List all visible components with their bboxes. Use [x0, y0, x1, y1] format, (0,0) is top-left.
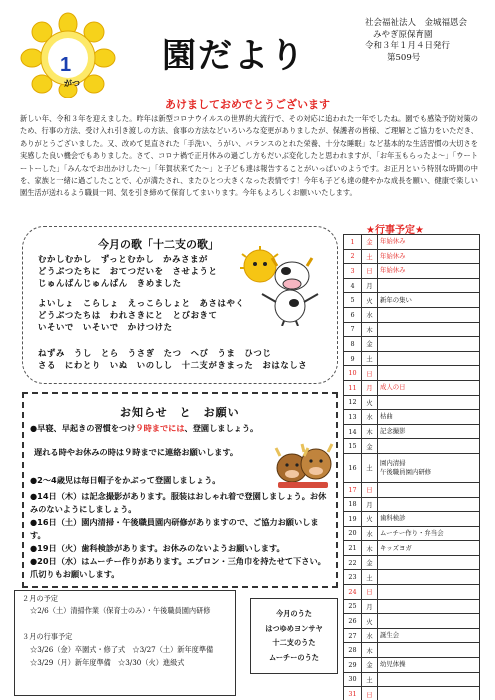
calendar-event	[378, 395, 480, 410]
calendar-weekday: 月	[362, 278, 378, 293]
schedule-item: ☆2/6（土）清掃作業（保育士のみ）・午後職員園内研修	[30, 606, 211, 615]
calendar-row	[344, 526, 480, 541]
notice-item: ●20日（水）はムーチー作りがあります。エプロン・三角巾を持たせて下さい。爪切りもお願いします。	[30, 556, 326, 579]
calendar-event	[378, 555, 480, 570]
calendar-row	[344, 322, 480, 337]
calendar-event: 歯科検診	[378, 512, 480, 527]
calendar-day: 4	[344, 278, 362, 293]
calendar-weekday: 日	[362, 687, 378, 700]
calendar-day: 11	[344, 380, 362, 395]
newsletter-title: 園だより	[162, 36, 306, 76]
monthly-song-item: ムーチーのうた	[269, 652, 319, 662]
calendar-weekday: 水	[362, 307, 378, 322]
calendar-event	[378, 585, 480, 600]
calendar-weekday: 水	[362, 410, 378, 425]
notice-item: ●16日（土）園内清掃・午後職員園内研修がありますので、ご協力お願いします。	[30, 517, 319, 540]
notice-item: ●14日（木）は記念撮影があります。服装はおしゃれ着で登園しましょう。お休みのないようにしましょう。	[30, 491, 327, 514]
calendar-day: 7	[344, 322, 362, 337]
monthly-song-item: はつゆめヨンサヤ	[265, 623, 323, 633]
monthly-songs-box	[250, 598, 338, 674]
calendar-row	[344, 453, 480, 482]
calendar-row	[344, 337, 480, 352]
calendar-row	[344, 264, 480, 279]
calendar-day: 16	[344, 453, 362, 482]
calendar-row	[344, 512, 480, 527]
calendar-weekday: 土	[362, 672, 378, 687]
calendar-row	[344, 541, 480, 556]
ox-family-icon	[272, 434, 334, 490]
calendar-event: 誕生会	[378, 628, 480, 643]
calendar-event: 枯曲	[378, 410, 480, 425]
calendar-row	[344, 380, 480, 395]
calendar-weekday: 月	[362, 599, 378, 614]
calendar-event	[378, 672, 480, 687]
calendar-event: 年始休み	[378, 249, 480, 264]
calendar-weekday: 火	[362, 395, 378, 410]
calendar-day: 17	[344, 482, 362, 497]
event-calendar	[343, 234, 480, 700]
calendar-day: 6	[344, 307, 362, 322]
calendar-day: 21	[344, 541, 362, 556]
calendar-weekday: 金	[362, 555, 378, 570]
calendar-day: 22	[344, 555, 362, 570]
calendar-event	[378, 614, 480, 629]
calendar-weekday: 日	[362, 585, 378, 600]
calendar-weekday: 火	[362, 293, 378, 308]
month-number: 1	[60, 54, 72, 76]
calendar-row	[344, 424, 480, 439]
calendar-row	[344, 658, 480, 673]
calendar-row	[344, 278, 480, 293]
calendar-weekday: 金	[362, 337, 378, 352]
calendar-day: 9	[344, 351, 362, 366]
calendar-event	[378, 278, 480, 293]
notice-text: 、登園しましょう。	[184, 423, 259, 433]
calendar-weekday: 水	[362, 526, 378, 541]
calendar-day: 31	[344, 687, 362, 700]
cow-illustration	[232, 246, 327, 326]
calendar-day: 29	[344, 658, 362, 673]
ox-illustration	[272, 434, 334, 490]
issuer-info	[365, 18, 485, 64]
calendar-event: 園内清掃 午後職員園内研修	[378, 453, 480, 482]
cow-with-sun-icon	[232, 246, 327, 326]
monthly-songs-heading: 今月のうた	[276, 609, 312, 618]
calendar-row	[344, 249, 480, 264]
calendar-row	[344, 672, 480, 687]
calendar-weekday: 日	[362, 482, 378, 497]
calendar-weekday: 土	[362, 351, 378, 366]
calendar-day: 20	[344, 526, 362, 541]
calendar-event: 新年の集い	[378, 293, 480, 308]
calendar-weekday: 日	[362, 366, 378, 381]
calendar-weekday: 金	[362, 235, 378, 250]
calendar-event	[378, 337, 480, 352]
calendar-day: 19	[344, 512, 362, 527]
calendar-day: 25	[344, 599, 362, 614]
calendar-day: 30	[344, 672, 362, 687]
calendar-event: 幼児体操	[378, 658, 480, 673]
notice-highlight: ９時までには	[135, 423, 185, 433]
monthly-song-item: 十二支のうた	[272, 638, 316, 647]
calendar-day: 28	[344, 643, 362, 658]
calendar-day: 27	[344, 628, 362, 643]
calendar-weekday: 金	[362, 658, 378, 673]
calendar-row	[344, 235, 480, 250]
issuer-line: 社会福祉法人 金城福恩会	[365, 18, 468, 28]
calendar-event: 記念撮影	[378, 424, 480, 439]
calendar-day: 26	[344, 614, 362, 629]
song-lyric-line: じゅんばんじゅんばん きめました	[38, 278, 182, 288]
calendar-event: 年始休み	[378, 235, 480, 250]
calendar-event	[378, 366, 480, 381]
song-lyric-line: いそいで いそいで かけつけた	[38, 322, 173, 332]
calendar-row	[344, 570, 480, 585]
calendar-day: 5	[344, 293, 362, 308]
schedule-heading: ２月の予定	[22, 594, 58, 603]
notice-item: ●19日（火）歯科検診があります。お休みのないようお願いします。	[30, 543, 285, 553]
calendar-row	[344, 307, 480, 322]
calendar-row	[344, 439, 480, 454]
schedule-heading: ３月の行事予定	[22, 632, 73, 641]
calendar-weekday: 火	[362, 614, 378, 629]
calendar-row	[344, 599, 480, 614]
calendar-day: 12	[344, 395, 362, 410]
calendar-event: ムーチー作り・弁当会	[378, 526, 480, 541]
song-lyric-line: ねずみ うし とら うさぎ たつ へび うま ひつじ	[38, 348, 272, 358]
calendar-row	[344, 366, 480, 381]
notice-item: ●2～4歳児は毎日帽子をかぶって登園しましょう。	[30, 475, 221, 485]
song-lyric-line: どうぶつたちに おてつだいを させようと	[38, 266, 218, 276]
calendar-day: 15	[344, 439, 362, 454]
calendar-day: 10	[344, 366, 362, 381]
calendar-weekday: 木	[362, 424, 378, 439]
calendar-weekday: 木	[362, 322, 378, 337]
song-lyric-line: どうぶつたちは われさきにと とびおきて	[38, 310, 218, 320]
new-year-greeting: あけましておめでとうございます	[165, 98, 330, 111]
issuer-line: 第509号	[387, 52, 421, 63]
calendar-event	[378, 322, 480, 337]
calendar-day: 3	[344, 264, 362, 279]
issuer-line: みやぎ原保育園	[373, 29, 433, 40]
calendar-event	[378, 497, 480, 512]
calendar-row	[344, 687, 480, 700]
calendar-weekday: 月	[362, 380, 378, 395]
calendar-event	[378, 687, 480, 700]
intro-paragraph: 新しい年、令和３年を迎えました。昨年は新型コロナウイルスの世界的大流行で、その対応に追われた一年でしたね。園でも感染予防対策のため、行事の方法、受け入れ引き渡しの方法、食事の方法などいろいろな変更がありましたが、保護者の皆様、ご理解とご協力をいただき、ありがとうございました。又、改めて見直された「手洗い、うがい、バランスのとれた栄養、十分な睡眠」など基本的な生活習慣の大切さを実感した良い機会でもありました。さて、コロナ禍で正月休みの過ごし方もだいぶ変化したと思われますが、「お年玉もらったよ～」「ウートートーした」「みんなでお出かけした～」「年賀状来てた～」と子ども達は報告することがいっぱいのようです。お正月という特別な時間の中を、家族と一緒に過ごしたことで、心が満たされ、またひとつ大きくなった表情です！今年も子ども達の健やかな成長を願い、健康で楽しい園生活が送れるよう職員一同、気を引き締めて保育してまいります。今年もよろしくお願いいたします。	[20, 114, 478, 198]
song-lyric-line: むかしむかし ずっとむかし かみさまが	[38, 254, 209, 264]
calendar-row	[344, 497, 480, 512]
calendar-weekday: 土	[362, 249, 378, 264]
calendar-row	[344, 555, 480, 570]
calendar-row	[344, 585, 480, 600]
calendar-weekday: 日	[362, 264, 378, 279]
notice-item: 遅れる時やお休みの時は９時までに連絡お願いします。	[34, 447, 239, 457]
calendar-day: 18	[344, 497, 362, 512]
song-title: 今月の歌「十二支の歌」	[98, 238, 219, 251]
notice-title: お知らせ と お願い	[120, 406, 240, 419]
calendar-row	[344, 628, 480, 643]
notice-text: ●早寝、早起きの習慣をつけ	[30, 423, 136, 433]
calendar-event: キッズヨガ	[378, 541, 480, 556]
schedule-item: ☆3/26（金）卒園式・修了式 ☆3/27（土）新年度準備	[30, 645, 214, 654]
calendar-row	[344, 614, 480, 629]
calendar-event	[378, 351, 480, 366]
calendar-weekday: 月	[362, 497, 378, 512]
calendar-event	[378, 439, 480, 454]
calendar-event: 年始休み	[378, 264, 480, 279]
calendar-row	[344, 643, 480, 658]
calendar-row	[344, 293, 480, 308]
calendar-day: 8	[344, 337, 362, 352]
calendar-weekday: 金	[362, 439, 378, 454]
calendar-weekday: 土	[362, 570, 378, 585]
calendar-event	[378, 482, 480, 497]
calendar-title: ★行事予定★	[366, 225, 424, 236]
calendar-day: 14	[344, 424, 362, 439]
calendar-weekday: 木	[362, 643, 378, 658]
calendar-day: 24	[344, 585, 362, 600]
calendar-row	[344, 410, 480, 425]
calendar-event	[378, 643, 480, 658]
calendar-weekday: 木	[362, 541, 378, 556]
month-sun-emblem	[10, 10, 120, 98]
calendar-day: 23	[344, 570, 362, 585]
calendar-day: 13	[344, 410, 362, 425]
calendar-event	[378, 599, 480, 614]
calendar-row	[344, 482, 480, 497]
calendar-day: 1	[344, 235, 362, 250]
issuer-line: 令和３年１月４日発行	[365, 41, 451, 51]
calendar-weekday: 火	[362, 512, 378, 527]
schedule-item: ☆3/29（月）新年度準備 ☆3/30（火）進級式	[30, 658, 185, 667]
calendar-row	[344, 395, 480, 410]
calendar-event	[378, 307, 480, 322]
calendar-event: 成人の日	[378, 380, 480, 395]
calendar-weekday: 土	[362, 453, 378, 482]
song-lyric-line: さる にわとり いぬ いのしし 十二支がきまった おはなしさ	[38, 360, 308, 370]
song-lyric-line: よいしょ こらしょ えっこらしょと あさはやく	[38, 298, 245, 308]
month-label: がつ	[64, 79, 80, 88]
calendar-weekday: 水	[362, 628, 378, 643]
calendar-row	[344, 351, 480, 366]
calendar-day: 2	[344, 249, 362, 264]
calendar-event	[378, 570, 480, 585]
